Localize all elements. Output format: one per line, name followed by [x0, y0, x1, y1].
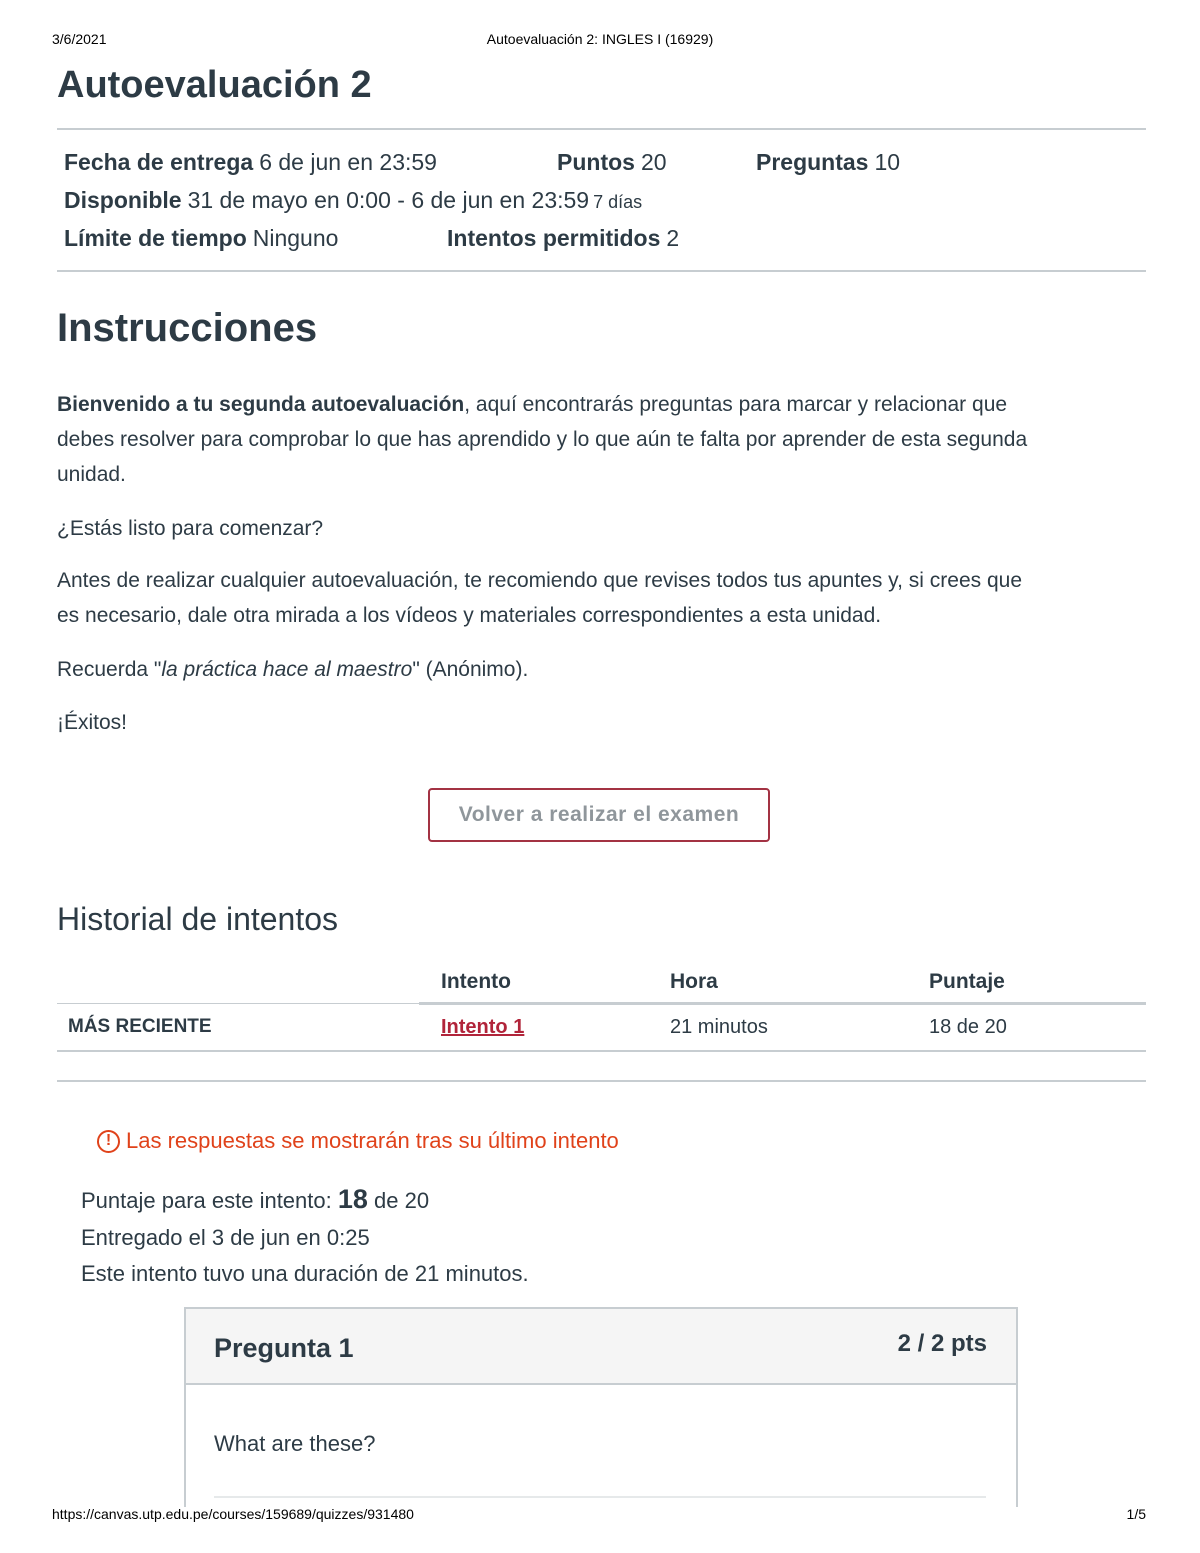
points-label: Puntos: [557, 149, 635, 175]
paragraph-text: Recuerda ": [57, 658, 162, 681]
warning-icon: !: [97, 1130, 120, 1153]
attempts-meta: [447, 225, 679, 252]
available-label: Disponible: [64, 187, 182, 213]
quiz-meta-row-3: [64, 225, 338, 252]
column-header-time: Hora: [670, 970, 718, 993]
due-label: Fecha de entrega: [64, 149, 254, 175]
attempt-history-heading: Historial de intentos: [57, 901, 339, 937]
print-date: 3/6/2021: [52, 31, 107, 47]
attempt-1-link[interactable]: Intento 1: [441, 1016, 525, 1038]
time-limit-label: Límite de tiempo: [64, 225, 247, 251]
column-header-attempt: Intento: [441, 970, 511, 993]
submitted-line: Entregado el 3 de jun en 0:25: [81, 1225, 370, 1250]
questions-meta: [756, 149, 900, 176]
print-page-number: 1/5: [1126, 1506, 1146, 1522]
attempt-score: 18 de 20: [929, 1016, 1007, 1038]
points-meta: [557, 149, 667, 176]
paragraph-text: debes resolver para comprobar lo que has aprendido y lo que aún te falta por aprender de esta segunda: [57, 428, 1028, 451]
welcome-bold: Bienvenido a tu segunda autoevaluación: [57, 393, 465, 416]
divider: [57, 270, 1146, 272]
instructions-heading: Instrucciones: [57, 306, 318, 350]
time-limit-value: Ninguno: [252, 225, 339, 251]
column-header-score: Puntaje: [929, 970, 1005, 993]
question-title: Pregunta 1: [214, 1333, 354, 1363]
available-value: 31 de mayo en 0:00 - 6 de jun en 23:59: [187, 187, 590, 213]
table-row-divider: [57, 1050, 1146, 1052]
quote-italic: la práctica hace al maestro: [161, 658, 413, 681]
print-url: https://canvas.utp.edu.pe/courses/159689/quizzes/931480: [52, 1506, 414, 1522]
instructions-paragraph-4: [57, 652, 1152, 687]
instructions-paragraph-5: ¡Éxitos!: [57, 711, 128, 734]
answers-warning: [97, 1128, 619, 1154]
table-header-rule: [419, 1002, 1146, 1005]
paragraph-text: unidad.: [57, 463, 126, 486]
attempt-time: 21 minutos: [670, 1016, 768, 1038]
paragraph-text: , aquí encontrarás preguntas para marcar y relacionar que: [464, 393, 1008, 416]
available-days: 7 días: [593, 192, 643, 212]
points-value: 20: [640, 149, 667, 175]
divider: [57, 1080, 1146, 1082]
table-header-rule: [57, 1003, 419, 1004]
instructions-paragraph-2: ¿Estás listo para comenzar?: [57, 517, 324, 540]
question-text: What are these?: [214, 1431, 376, 1456]
quiz-meta-row-1: [64, 149, 437, 176]
warning-text: Las respuestas se mostrarán tras su último intento: [126, 1128, 619, 1153]
instructions-paragraph-1: [57, 387, 1152, 492]
due-value: 6 de jun en 23:59: [259, 149, 437, 175]
questions-value: 10: [874, 149, 901, 175]
score-label: Puntaje para este intento:: [81, 1188, 332, 1213]
questions-label: Preguntas: [756, 149, 869, 175]
paragraph-text: Antes de realizar cualquier autoevaluación, te recomiendo que revises todos tus apuntes y, si crees que: [57, 569, 1023, 592]
question-card: [184, 1307, 1018, 1507]
instructions-paragraph-3: [57, 563, 1152, 633]
page-title: Autoevaluación 2: [57, 64, 372, 106]
attempts-value: 2: [666, 225, 680, 251]
divider: [57, 128, 1146, 130]
question-divider: [214, 1496, 986, 1498]
score-value: 18: [337, 1184, 368, 1214]
paragraph-text: es necesario, dale otra mirada a los vídeos y materiales correspondientes a esta unidad.: [57, 604, 882, 627]
quiz-meta-row-2: [64, 187, 642, 214]
attempt-score-line: [81, 1184, 429, 1215]
score-total: de 20: [374, 1188, 430, 1213]
attempts-label: Intentos permitidos: [447, 225, 661, 251]
question-points: 2 / 2 pts: [897, 1330, 987, 1357]
retake-quiz-button[interactable]: Volver a realizar el examen: [428, 788, 770, 842]
print-title: Autoevaluación 2: INGLES I (16929): [486, 31, 714, 47]
latest-label: MÁS RECIENTE: [68, 1016, 212, 1037]
duration-line: Este intento tuvo una duración de 21 minutos.: [81, 1261, 529, 1286]
question-header: [186, 1309, 1016, 1385]
paragraph-text: " (Anónimo).: [412, 658, 529, 681]
